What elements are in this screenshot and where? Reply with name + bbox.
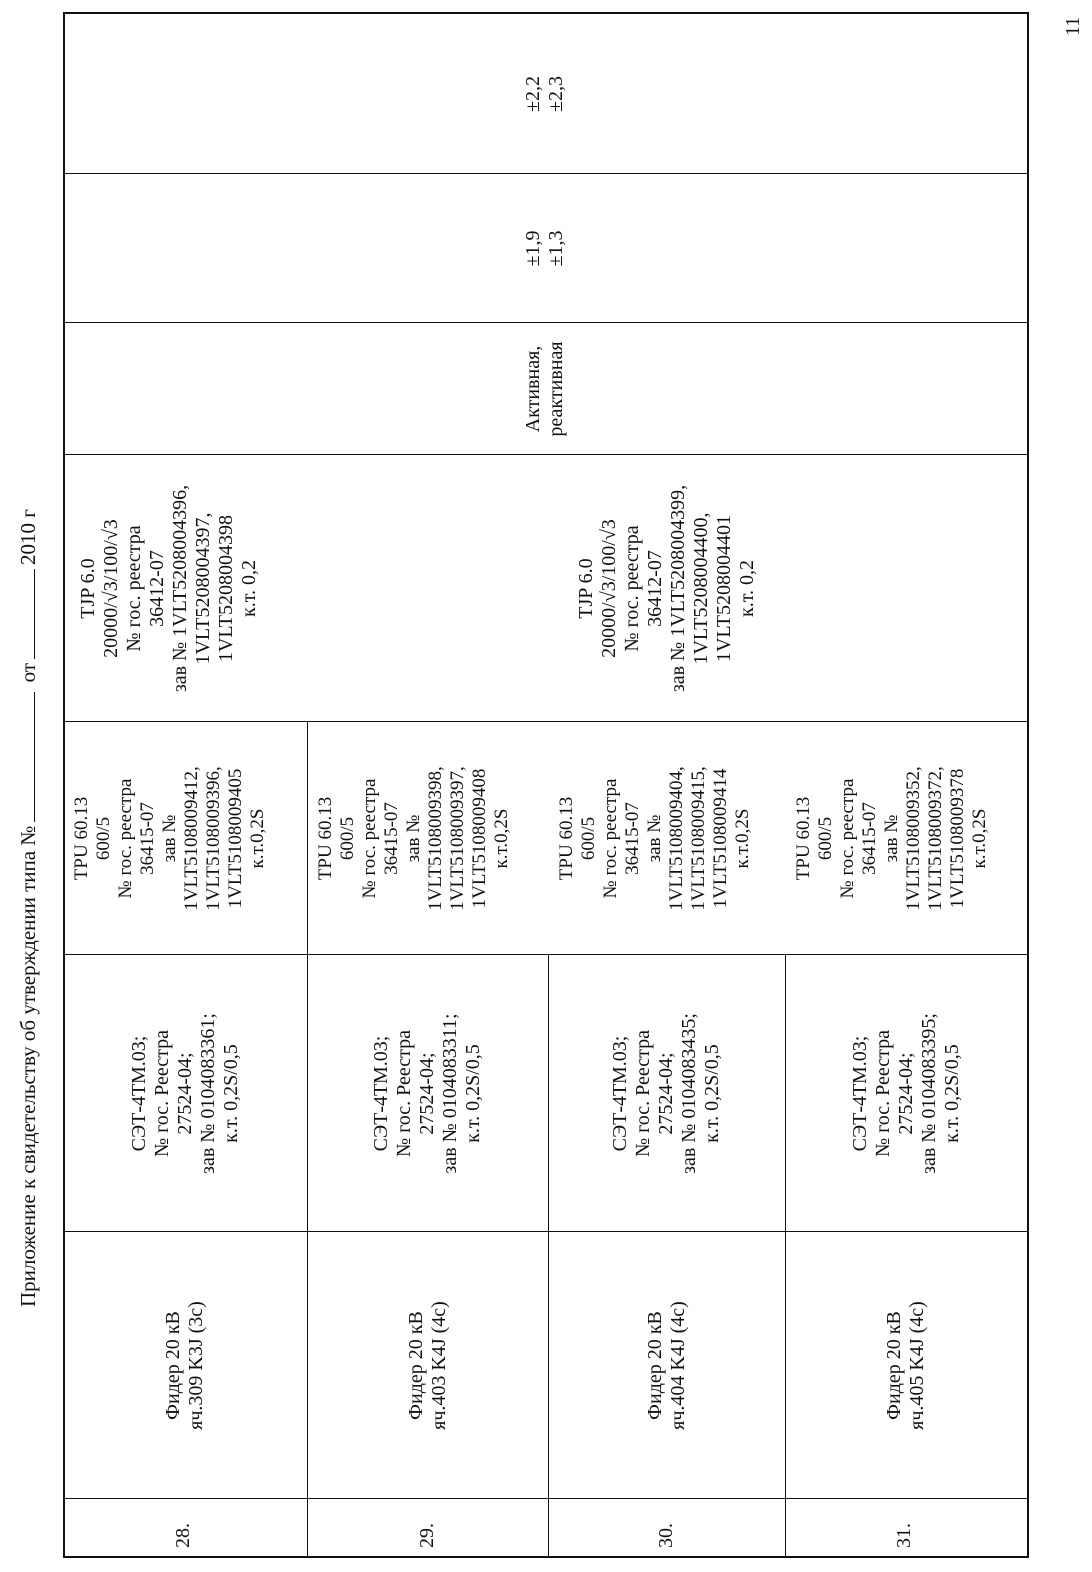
ct-line: к.т.0,2S	[491, 808, 512, 869]
ct-line: 1VLT5108009408	[469, 768, 490, 909]
ct-line: 36415-07	[859, 802, 880, 875]
ct-line: 1VLT5108009352,	[903, 766, 924, 911]
vt-line: TJP 6.0	[77, 558, 99, 619]
ct-line: зав №	[644, 814, 665, 863]
meter-line: № гос. Реестра	[393, 1030, 415, 1158]
vt-cell	[307, 455, 1027, 722]
vt-line: 1VLT5208004397,	[192, 512, 214, 665]
meter-line: СЭТ-4ТМ.03;	[127, 1035, 150, 1152]
meter-line: СЭТ-4ТМ.03;	[848, 1035, 871, 1152]
basic-error-value: ±1,9	[522, 230, 544, 267]
object-cell-id: яч.403 K4J (4c)	[427, 1301, 450, 1430]
ct-line: 1VLT5108009396,	[203, 766, 224, 911]
vt-line: к.т. 0,2	[736, 560, 758, 617]
vt-line: зав № 1VLT5208004396,	[169, 484, 191, 693]
ct-cell	[307, 722, 548, 955]
ct-line: № гос. реестра	[359, 778, 380, 899]
ct-line: 600/5	[93, 816, 114, 861]
meter-line: к.т. 0,2S/0,5	[219, 1044, 242, 1143]
ct-line: 36415-07	[622, 802, 643, 875]
meter-cell	[307, 955, 548, 1232]
ct-line: зав №	[403, 814, 424, 863]
ct-line: к.т.0,2S	[732, 808, 753, 869]
meter-line: зав № 0104083395;	[917, 1013, 940, 1174]
ct-line: 1VLT5108009404,	[666, 766, 687, 911]
vt-line: зав № 1VLT5208004399,	[667, 484, 689, 693]
ct-line: 36415-07	[137, 802, 158, 875]
meter-line: 27524-04;	[173, 1052, 196, 1135]
ct-line: 1VLT5108009378	[947, 768, 968, 909]
ct-line: TPU 60.13	[315, 796, 336, 881]
meter-line: зав № 0104083435;	[678, 1013, 700, 1174]
object-name: Фидер 20 кВ	[162, 1311, 184, 1420]
ct-line: TPU 60.13	[556, 796, 577, 881]
meter-line: к.т. 0,2S/0,5	[462, 1044, 484, 1143]
meter-line: зав № 0104083361;	[196, 1013, 219, 1174]
page-number: 11	[1062, 16, 1084, 36]
meter-line: 27524-04;	[655, 1052, 677, 1135]
meter-line: № гос. Реестра	[632, 1030, 654, 1158]
object-name: Фидер 20 кВ	[643, 1311, 666, 1420]
ct-line: 1VLT5108009412,	[181, 766, 202, 911]
vt-line: 36412-07	[644, 550, 666, 627]
energy-type-line: Активная,	[522, 345, 544, 433]
ct-line: № гос. реестра	[837, 778, 858, 899]
object-cell	[63, 1232, 307, 1499]
vt-line: 20000/√3/100/√3	[100, 519, 122, 658]
ct-line: к.т.0,2S	[247, 808, 268, 869]
object-cell	[548, 1232, 785, 1499]
ct-cell	[63, 722, 307, 955]
basic-error-cell	[63, 174, 1027, 323]
ct-line: TPU 60.13	[71, 796, 92, 881]
ct-line: 600/5	[815, 816, 836, 861]
vt-line: 1VLT5208004398	[215, 514, 237, 663]
caption-number-blank	[8, 692, 35, 822]
row-number: 29.	[416, 1523, 438, 1548]
vt-line: 1VLT5208004400,	[690, 512, 712, 665]
working-error-value: ±2,2	[522, 76, 544, 112]
object-cell-id: яч.404 K4J (4c)	[666, 1301, 689, 1430]
object-name: Фидер 20 кВ	[883, 1311, 905, 1420]
ct-cell	[548, 722, 785, 955]
ct-line: 1VLT5108009398,	[425, 766, 446, 911]
meter-line: 27524-04;	[894, 1052, 917, 1135]
ct-line: 600/5	[578, 816, 599, 861]
ct-line: 1VLT5108009414	[710, 768, 731, 909]
vt-line: TJP 6.0	[575, 558, 597, 619]
vt-line: 1VLT5208004401	[713, 514, 735, 663]
vt-line: 20000/√3/100/√3	[598, 519, 620, 658]
row-number: 31.	[893, 1523, 915, 1548]
caption-year: 2010 г	[16, 509, 40, 565]
meter-line: № гос. Реестра	[150, 1030, 173, 1158]
meter-line: СЭТ-4ТМ.03;	[370, 1035, 392, 1152]
object-cell	[785, 1232, 1027, 1499]
ct-line: 600/5	[337, 816, 358, 861]
object-cell-id: яч.405 K4J (4c)	[906, 1301, 928, 1430]
caption-date-blank	[8, 569, 35, 659]
meter-cell	[63, 955, 307, 1232]
row-number: 30.	[655, 1523, 677, 1548]
meter-cell	[785, 955, 1027, 1232]
meter-line: зав № 0104083311;	[439, 1013, 461, 1174]
meter-line: № гос. Реестра	[871, 1030, 894, 1158]
working-error-value: ±2,3	[545, 76, 567, 112]
border-bottom	[1027, 12, 1029, 1558]
vt-line: к.т. 0,2	[238, 560, 260, 617]
border-left	[63, 1556, 1029, 1558]
energy-type-cell	[63, 323, 1027, 455]
ct-line: 1VLT5108009372,	[925, 766, 946, 911]
ct-line: № гос. реестра	[115, 778, 136, 899]
meter-line: СЭТ-4ТМ.03;	[609, 1035, 631, 1152]
ct-line: 1VLT5108009405	[225, 768, 246, 909]
ct-line: зав №	[159, 814, 180, 863]
row-number: 28.	[172, 1523, 194, 1548]
ct-line: 36415-07	[381, 802, 402, 875]
meter-line: к.т. 0,2S/0,5	[940, 1044, 963, 1143]
vt-line: № гос. реестра	[621, 525, 643, 652]
object-cell-id: яч.309 K3J (3c)	[185, 1301, 207, 1430]
ct-line: TPU 60.13	[793, 796, 814, 881]
object-cell	[307, 1232, 548, 1499]
ct-line: № гос. реестра	[600, 778, 621, 899]
ct-line: 1VLT5108009397,	[447, 766, 468, 911]
meter-line: к.т. 0,2S/0,5	[701, 1044, 723, 1143]
ct-line: 1VLT5108009415,	[688, 766, 709, 911]
page-caption	[8, 7, 48, 1307]
basic-error-value: ±1,3	[545, 230, 567, 267]
caption-from: от	[16, 662, 40, 683]
energy-type-line: реактивная	[545, 341, 567, 437]
vt-line: № гос. реестра	[123, 525, 145, 652]
ct-cell	[785, 722, 1027, 955]
ct-line: к.т.0,2S	[969, 808, 990, 869]
meter-cell	[548, 955, 785, 1232]
vt-cell	[63, 455, 307, 722]
object-name: Фидер 20 кВ	[404, 1311, 427, 1420]
caption-title: Приложение к свидетельству об утверждении типа №	[16, 825, 40, 1307]
working-error-cell	[63, 14, 1027, 174]
meter-line: 27524-04;	[416, 1052, 438, 1135]
vt-line: 36412-07	[146, 550, 168, 627]
ct-line: зав №	[881, 814, 902, 863]
